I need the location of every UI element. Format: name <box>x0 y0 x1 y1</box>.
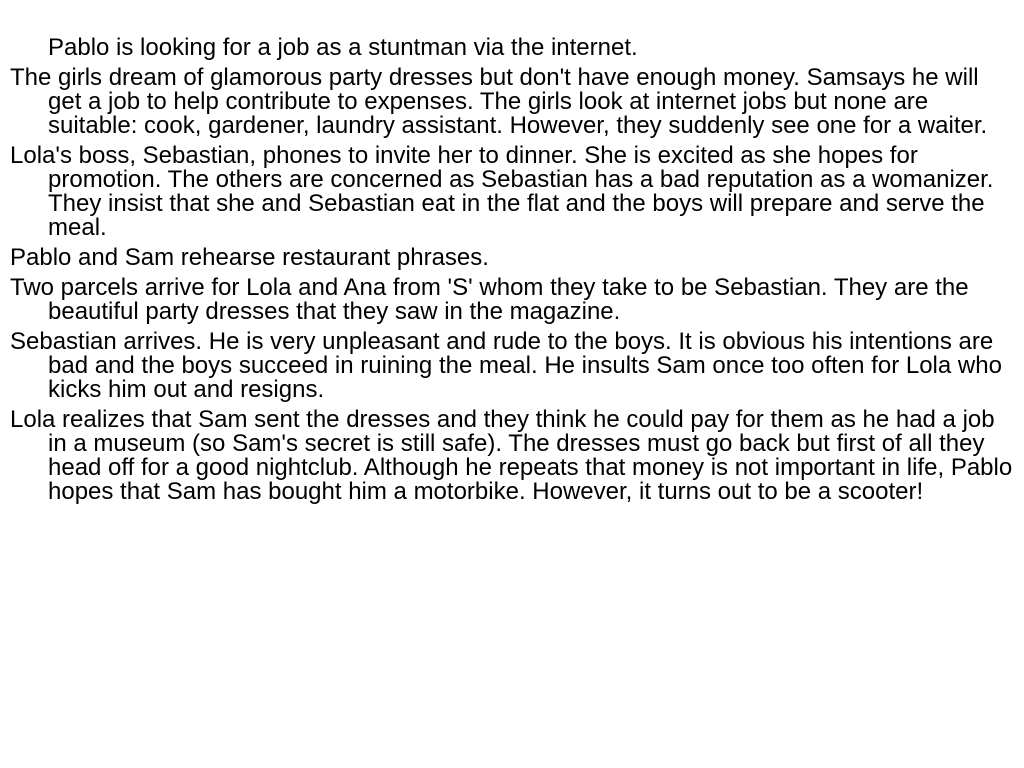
paragraph-stuntman-job: Pablo is looking for a job as a stuntman via the internet. <box>48 34 638 61</box>
paragraph-sebastian-arrives: Sebastian arrives. He is very unpleasant and rude to the boys. It is obvious his intentions are bad and the boys succeed in ruining the meal. He insults Sam once too often for Lola who kicks him out and resigns. <box>10 328 1002 403</box>
paragraph-rehearse-phrases: Pablo and Sam rehearse restaurant phrases. <box>10 244 489 271</box>
paragraph-ending: Lola realizes that Sam sent the dresses and they think he could pay for them as he had a job in a museum (so Sam's secret is still safe). The dresses must go back but first of all they head off for a good nightclub. Although he repeats that money is not important in life, Pablo hopes that Sam has bought him a motorbike. However, it turns out to be a scooter! <box>10 406 1013 505</box>
paragraph-parcels-arrive: Two parcels arrive for Lola and Ana from 'S' whom they take to be Sebastian. They are the beautiful party dresses that they saw in the magazine. <box>10 274 969 325</box>
plot-summary-text <box>10 36 1016 510</box>
paragraph-party-dresses: The girls dream of glamorous party dresses but don't have enough money. Samsays he will get a job to help contribute to expenses. The girls look at internet jobs but none are suitable: cook, gardener, laundry assistant. However, they suddenly see one for a waiter. <box>10 64 988 139</box>
paragraph-dinner-invite: Lola's boss, Sebastian, phones to invite her to dinner. She is excited as she hopes for promotion. The others are concerned as Sebastian has a bad reputation as a womanizer. They insist that she and Sebastian eat in the flat and the boys will prepare and serve the meal. <box>10 142 994 241</box>
